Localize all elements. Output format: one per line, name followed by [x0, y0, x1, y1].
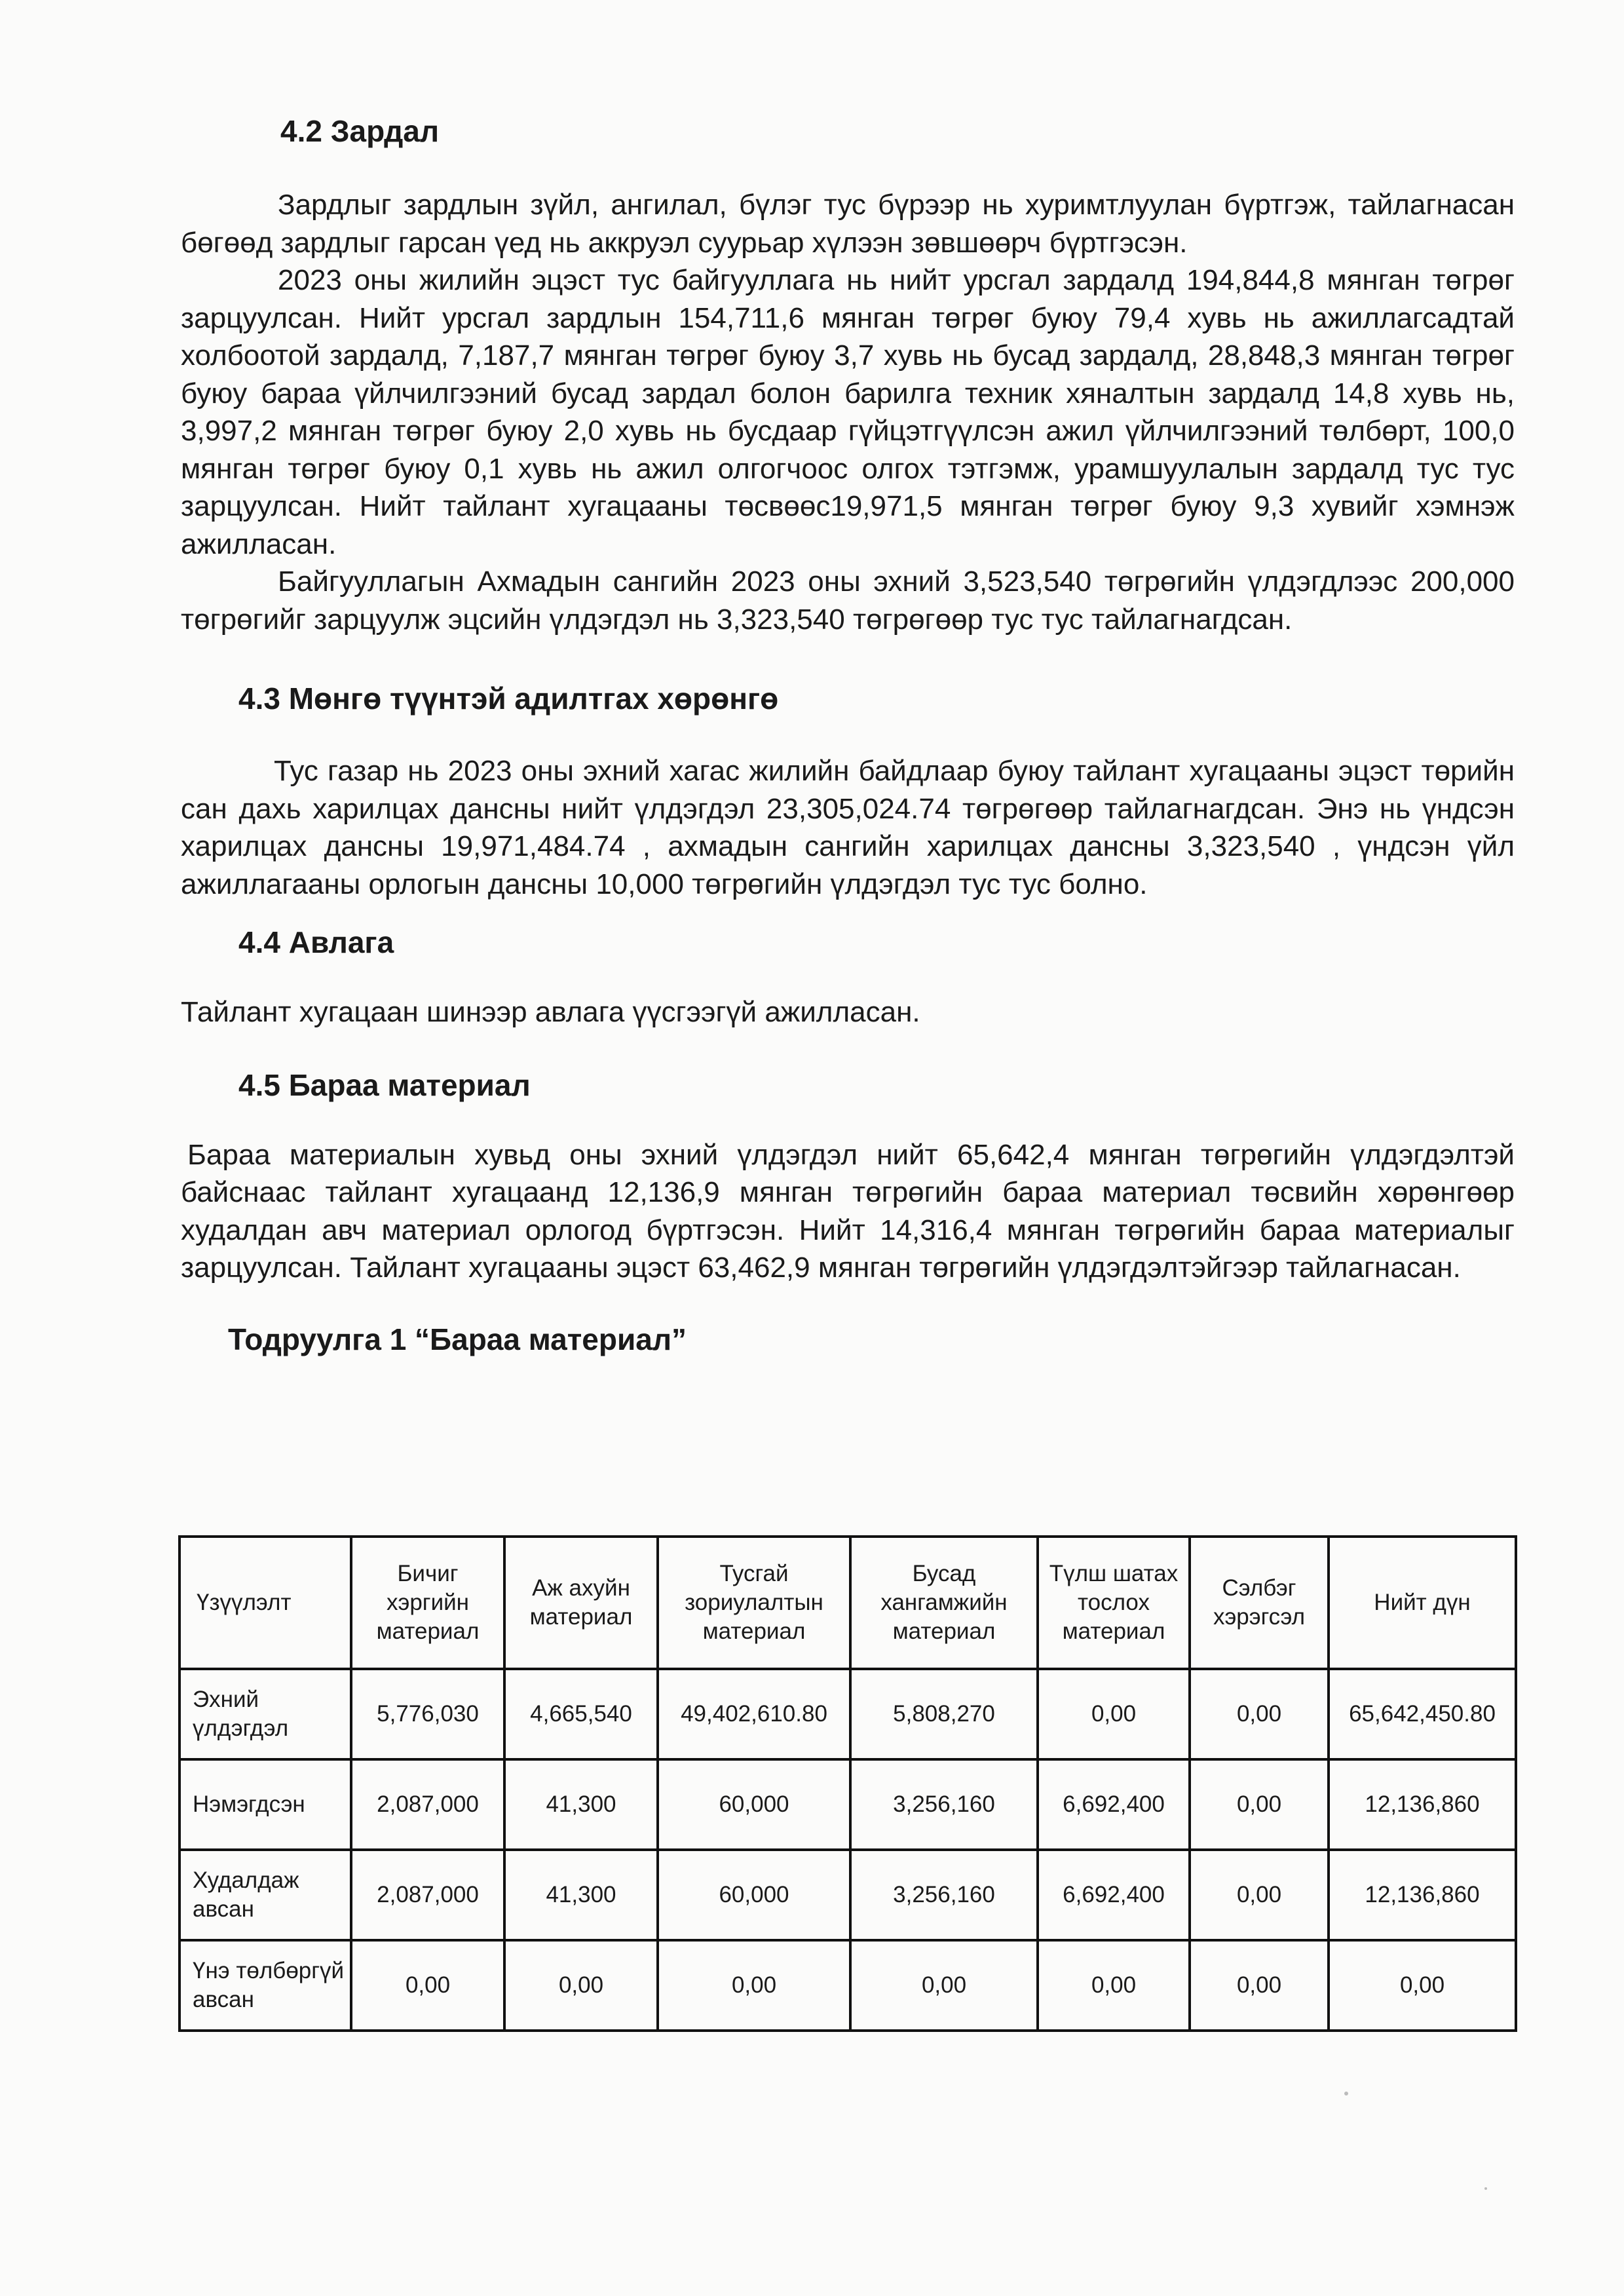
table-row — [179, 1759, 1516, 1850]
table-header-row — [179, 1537, 1516, 1669]
header-spare-parts: Сэлбэг хэрэгсэл — [1190, 1537, 1329, 1669]
row-label: Эхний үлдэгдэл — [179, 1669, 351, 1759]
table-row — [179, 1940, 1516, 2031]
table-cell: 41,300 — [504, 1759, 658, 1850]
table-cell: 49,402,610.80 — [658, 1669, 850, 1759]
section-heading-expenses: 4.2 Зардал — [280, 114, 440, 148]
table-cell: 6,692,400 — [1038, 1850, 1190, 1940]
table-cell: 60,000 — [658, 1759, 850, 1850]
table-cell: 0,00 — [1190, 1669, 1329, 1759]
inventory-paragraph: Бараа материалын хувьд оны эхний үлдэгдэл нийт 65,642,4 мянган төгрөгийн үлдэгдэлтэй байснаас тайлант хугацаанд 12,136,9 мянган төгрөгийн бараа материал төсвийн хөрөнгөөр худалдан авч материал орлогод бүртгэсэн. Нийт 14,316,4 мянган төгрөгийн бараа материалыг зарцуулсан. Тайлант хугацааны эцэст 63,462,9 мянган төгрөгийн үлдэгдэлтэйгээр тайлагнасан. — [181, 1138, 1515, 1284]
scan-speck — [1344, 2092, 1348, 2095]
table-cell: 2,087,000 — [351, 1850, 504, 1940]
expenses-paragraph-1: Зардлыг зардлын зүйл, ангилал, бүлэг тус бүрээр нь хуримтлуулан бүртгэж, тайлагнасан бөгөөд зардлыг гарсан үед нь аккруэл суурьар хүлээн зөвшөөрч бүртгэсэн. — [181, 189, 1515, 259]
table-cell: 60,000 — [658, 1850, 850, 1940]
row-label: Нэмэгдсэн — [179, 1759, 351, 1850]
section-heading-inventory: 4.5 Бараа материал — [238, 1067, 531, 1102]
expenses-paragraph-2: 2023 оны жилийн эцэст тус байгууллага нь нийт урсгал зардалд 194,844,8 мянган төгрөг зарцуулсан. Нийт урсгал зардлын 154,711,6 мянган төгрөг буюу 79,4 хувь нь ажиллагсадтай холбоотой зардалд, 7,187,7 мянган төгрөг буюу 3,7 хувь нь бусад зардалд, 28,848,3 мянган төгрөг буюу бараа үйлчилгээний бусад зардал болон барилга техник хяналтын зардалд 14,8 хувь нь, 3,997,2 мянган төгрөг буюу 2,0 хувь нь бусдаар гүйцэтгүүлсэн ажил үйлчилгээний төлбөрт, 100,0 мянган төгрөг буюу 0,1 хувь нь ажил олгогчоос олгох тэтгэмж, урамшуулалын зардалд тус тус зарцуулсан. Нийт тайлант хугацааны төсвөөс19,971,5 мянган төгрөг буюу 9,3 хувийг хэмнэж ажилласан. — [181, 264, 1515, 560]
table-cell: 0,00 — [504, 1940, 658, 2031]
table-cell: 0,00 — [1190, 1759, 1329, 1850]
table-cell: 0,00 — [658, 1940, 850, 2031]
receivables-paragraph: Тайлант хугацаан шинээр авлага үүсгээгүй ажилласан. — [181, 996, 920, 1028]
table-cell: 0,00 — [1190, 1850, 1329, 1940]
table-cell: 12,136,860 — [1329, 1850, 1516, 1940]
header-total: Нийт дүн — [1329, 1537, 1516, 1669]
table-cell: 4,665,540 — [504, 1669, 658, 1759]
table-cell: 5,808,270 — [850, 1669, 1038, 1759]
table-cell: 41,300 — [504, 1850, 658, 1940]
section-heading-receivables: 4.4 Авлага — [238, 925, 394, 959]
header-stationery: Бичиг хэргийн материал — [351, 1537, 504, 1669]
table-cell: 0,00 — [850, 1940, 1038, 2031]
header-other-supply: Бусад хангамжийн материал — [850, 1537, 1038, 1669]
table-cell: 5,776,030 — [351, 1669, 504, 1759]
scan-speck — [1484, 2187, 1487, 2190]
table-row — [179, 1669, 1516, 1759]
header-household: Аж ахуйн материал — [504, 1537, 658, 1669]
expenses-paragraph-3: Байгууллагын Ахмадын сангийн 2023 оны эхний 3,523,540 төгрөгийн үлдэгдлээс 200,000 төгрөгийг зарцуулж эцсийн үлдэгдэл нь 3,323,540 төгрөгөөр тус тус тайлагнагдсан. — [181, 565, 1515, 636]
document-body — [181, 111, 1515, 1359]
table-cell: 0,00 — [1190, 1940, 1329, 2031]
table-cell: 6,692,400 — [1038, 1759, 1190, 1850]
table-cell: 0,00 — [1038, 1940, 1190, 2031]
table-cell: 65,642,450.80 — [1329, 1669, 1516, 1759]
header-fuel: Түлш шатах тослох материал — [1038, 1537, 1190, 1669]
row-label: Үнэ төлбөргүй авсан — [179, 1940, 351, 2031]
section-heading-cash: 4.3 Мөнгө түүнтэй адилтгах хөрөнгө — [238, 681, 779, 716]
table-cell: 0,00 — [1329, 1940, 1516, 2031]
table-cell: 0,00 — [1038, 1669, 1190, 1759]
table-cell: 3,256,160 — [850, 1759, 1038, 1850]
table-cell: 3,256,160 — [850, 1850, 1038, 1940]
row-label: Худалдаж авсан — [179, 1850, 351, 1940]
table-cell: 2,087,000 — [351, 1759, 504, 1850]
table-cell: 12,136,860 — [1329, 1759, 1516, 1850]
table-row — [179, 1850, 1516, 1940]
inventory-table — [178, 1535, 1517, 2032]
header-indicator: Үзүүлэлт — [179, 1537, 351, 1669]
table-cell: 0,00 — [351, 1940, 504, 2031]
header-special-purpose: Тусгай зориулалтын материал — [658, 1537, 850, 1669]
table-title: Тодруулга 1 “Бараа материал” — [228, 1322, 687, 1356]
cash-paragraph: Тус газар нь 2023 оны эхний хагас жилийн байдлаар буюу тайлант хугацааны эцэст төрийн сан дахь харилцах дансны нийт үлдэгдэл 23,305,024.74 төгрөгөөр тайлагнагдсан. Энэ нь үндсэн харилцах дансны 19,971,484.74 , ахмадын сангийн харилцах дансны 3,323,540 , үндсэн үйл ажиллагааны орлогын дансны 10,000 төгрөгийн үлдэгдэл тус тус болно. — [181, 755, 1515, 900]
